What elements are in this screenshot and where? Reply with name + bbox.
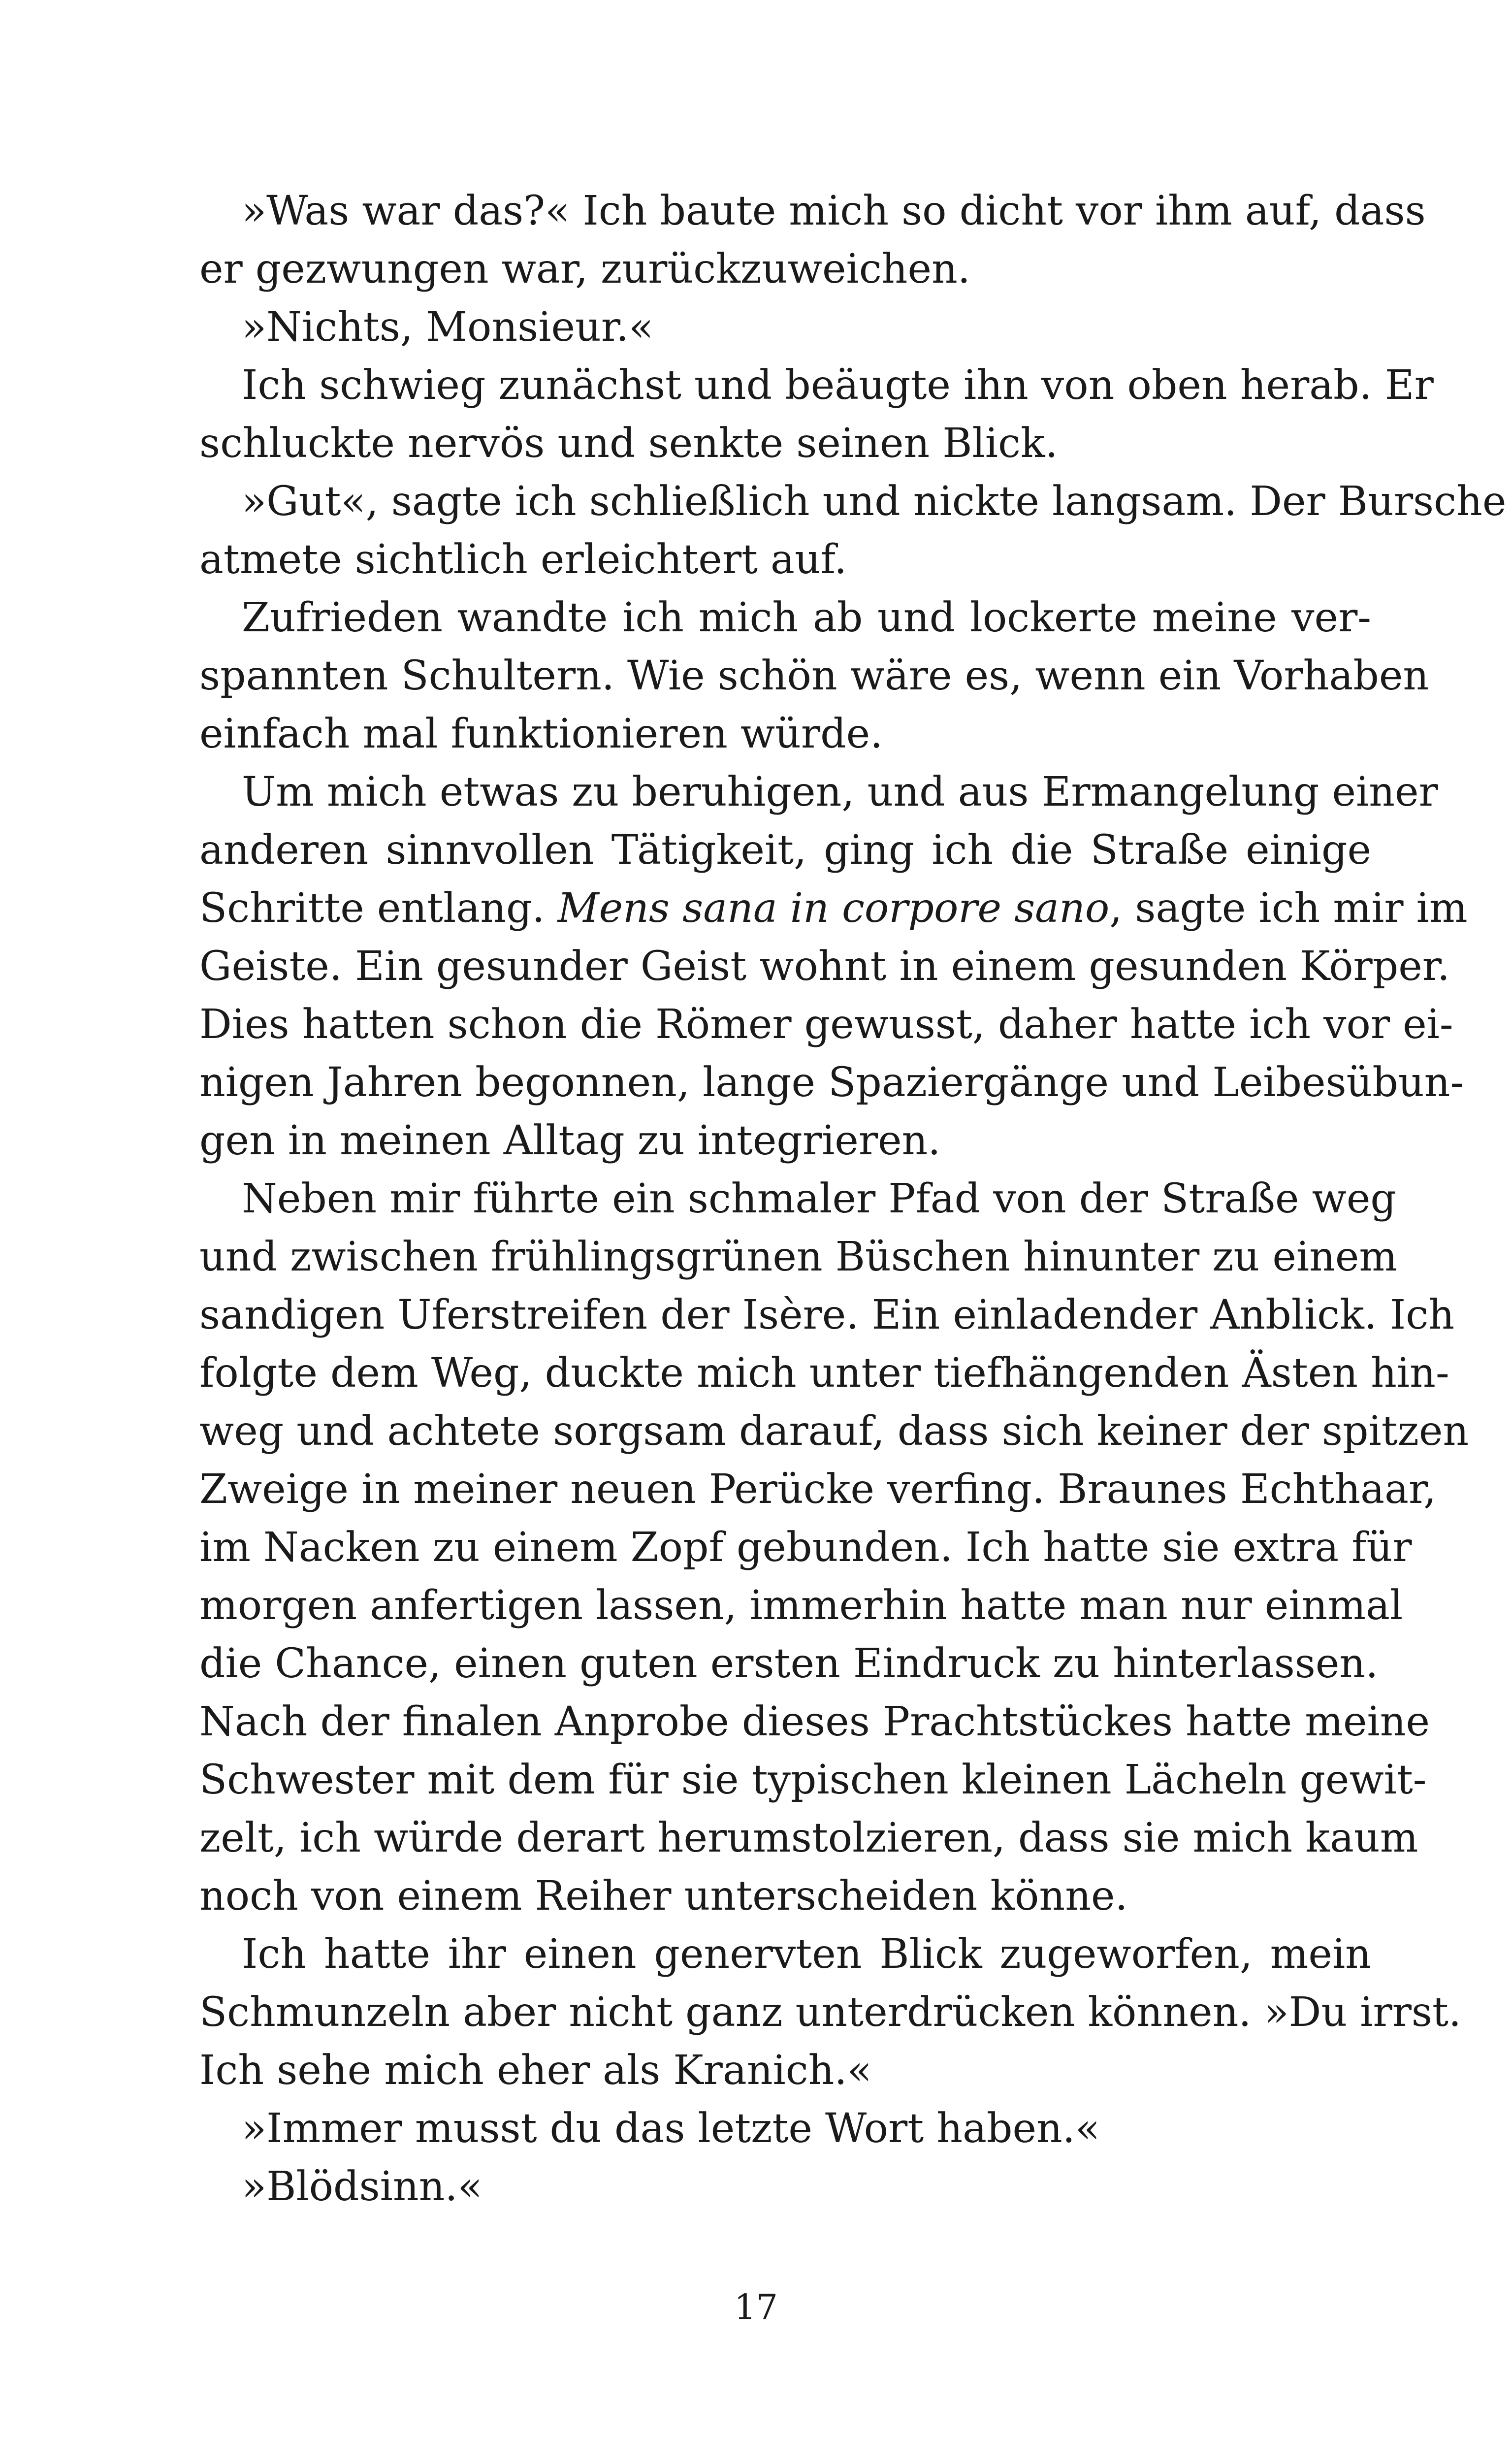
text-line: morgen anfertigen lassen, immerhin hatte man nur einmal — [199, 1582, 1403, 1629]
text-line: »Was war das?« Ich baute mich so dicht vor ihm auf, dass — [242, 188, 1426, 234]
paragraph-8 — [199, 1925, 1462, 2100]
text-line: »Blödsinn.« — [242, 2163, 483, 2210]
paragraph-4 — [199, 473, 1507, 589]
text-line: und zwischen frühlingsgrünen Büschen hinunter zu einem — [199, 1234, 1398, 1280]
text-segment: , sagte ich mir im — [1109, 885, 1468, 932]
text-line: die Chance, einen guten ersten Eindruck zu hinterlassen. — [199, 1640, 1379, 1687]
paragraph-1 — [199, 182, 1426, 298]
text-line: Ich sehe mich eher als Kranich.« — [199, 2047, 872, 2094]
text-line: Nach der finalen Anprobe dieses Prachtstückes hatte meine — [199, 1698, 1430, 1745]
text-line: Geiste. Ein gesunder Geist wohnt in einem gesunden Körper. — [199, 943, 1450, 990]
text-line: einfach mal funktionieren würde. — [199, 711, 883, 757]
text-line: Um mich etwas zu beruhigen, und aus Ermangelung einer — [242, 769, 1438, 815]
book-page-body — [199, 182, 1507, 2216]
text-line: atmete sichtlich erleichtert auf. — [199, 536, 847, 583]
text-line: Schmunzeln aber nicht ganz unterdrücken können. »Du irrst. — [199, 1989, 1462, 2036]
text-line: »Gut«, sagte ich schließlich und nickte langsam. Der Bursche — [242, 478, 1507, 525]
paragraph-2 — [199, 298, 1371, 357]
text-line: Neben mir führte ein schmaler Pfad von der Straße weg — [242, 1175, 1396, 1222]
text-line: Ich schwieg zunächst und beäugte ihn von oben herab. Er — [242, 362, 1434, 409]
text-line: Dies hatten schon die Römer gewusst, daher hatte ich vor ei- — [199, 1001, 1453, 1048]
text-line: »Immer musst du das letzte Wort haben.« — [242, 2105, 1100, 2152]
paragraph-3 — [199, 357, 1434, 473]
text-line: noch von einem Reiher unterscheiden könne. — [199, 1873, 1128, 1920]
latin-quote-italic: Mens sana in corpore sano — [557, 885, 1110, 932]
text-line: folgte dem Weg, duckte mich unter tiefhängenden Ästen hin- — [199, 1350, 1449, 1397]
paragraph-7 — [199, 1170, 1469, 1925]
text-line: Zweige in meiner neuen Perücke verfing. Braunes Echthaar, — [199, 1466, 1437, 1513]
text-line-with-italic — [199, 879, 1468, 938]
text-line: zelt, ich würde derart herumstolzieren, dass sie mich kaum — [199, 1815, 1418, 1861]
text-line: Ich hatte ihr einen genervten Blick zugeworfen, mein — [242, 1931, 1371, 1978]
text-line: Zufrieden wandte ich mich ab und lockerte meine ver- — [242, 594, 1371, 641]
text-line: Schwester mit dem für sie typischen kleinen Lächeln gewit- — [199, 1757, 1427, 1803]
text-line: spannten Schultern. Wie schön wäre es, wenn ein Vorhaben — [199, 652, 1429, 699]
paragraph-10 — [199, 2158, 1371, 2216]
text-line: sandigen Uferstreifen der Isère. Ein einladender Anblick. Ich — [199, 1292, 1455, 1338]
paragraph-5 — [199, 589, 1429, 763]
text-segment: Schritte entlang. — [199, 885, 558, 932]
text-line: gen in meinen Alltag zu integrieren. — [199, 1117, 941, 1164]
text-line: weg und achtete sorgsam darauf, dass sich keiner der spitzen — [199, 1408, 1469, 1455]
paragraph-9 — [199, 2100, 1371, 2158]
text-line: im Nacken zu einem Zopf gebunden. Ich hatte sie extra für — [199, 1524, 1412, 1571]
text-line: er gezwungen war, zurückzuweichen. — [199, 246, 970, 293]
text-line: »Nichts, Monsieur.« — [242, 304, 654, 351]
text-line: anderen sinnvollen Tätigkeit, ging ich die Straße einige — [199, 827, 1371, 874]
page-number: 17 — [734, 2287, 778, 2327]
paragraph-6 — [199, 763, 1468, 1170]
text-line: nigen Jahren begonnen, lange Spaziergänge und Leibesübun- — [199, 1059, 1464, 1106]
text-line: schluckte nervös und senkte seinen Blick. — [199, 420, 1058, 467]
